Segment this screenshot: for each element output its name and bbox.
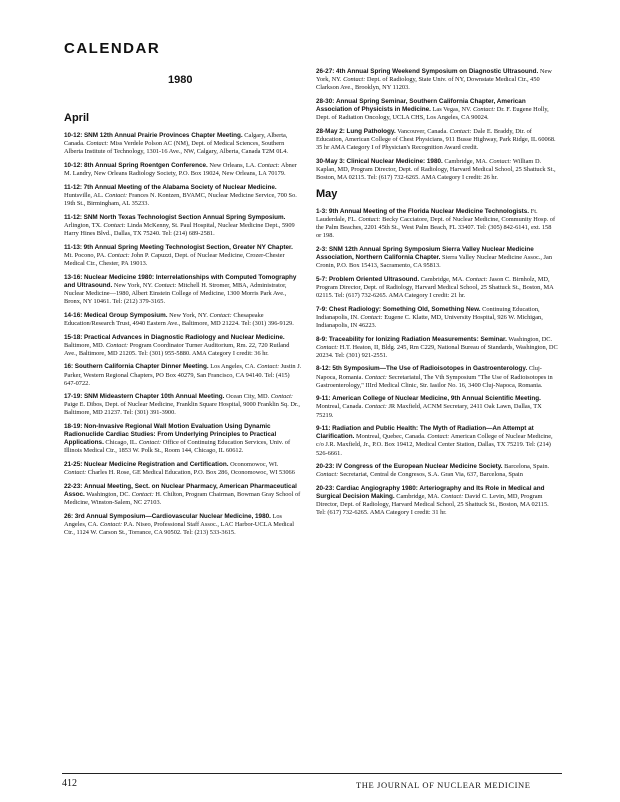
may-entries — [316, 208, 558, 518]
entry-title: Nuclear Medicine Registration and Certification. — [83, 461, 229, 469]
entry-contact: Program Coordinator Turner Auditorium, Rm. 22, 720 Rutland Ave., Baltimore, MD 21205. Tel: (301) 955-5880. AMA Category I credit: 36 hr. — [64, 341, 290, 357]
entry-date: 13-16: — [64, 273, 83, 281]
entry-contact: William D. Kaplan, MD, Program Director, Dept. of Radiology, Harvard Medical School, 25 Shattuck St., Boston, MA 02115. Tel: (617) 732-6265. AMA Category I credit: 26 hr. — [316, 157, 556, 181]
entry-title: 9th Annual Spring Meeting Technologist Section, Greater NY Chapter. — [83, 243, 293, 251]
calendar-entry — [64, 393, 302, 417]
entry-title: SNM 12th Annual Prairie Provinces Chapter Meeting. — [83, 132, 243, 139]
entry-contact: Office of Continuing Education Services, Univ. of Illinois Medical Ctr., 1853 W. Polk St., Room 144, Chicago, IL 60612. — [64, 439, 291, 455]
entry-location: Vancouver, Canada. — [397, 127, 448, 135]
entry-contact-label: Contact: — [427, 433, 450, 441]
entry-location: Baltimore, MD. — [64, 341, 105, 349]
entry-date: 10-12: — [64, 161, 83, 169]
entry-contact-label: Contact: — [99, 521, 123, 529]
entry-date: 10-12: — [64, 132, 83, 139]
entry-location: Arlington, TX. — [64, 221, 102, 229]
entry-date: 20-23: — [316, 485, 335, 493]
entry-location: Cambridge, MA. — [396, 493, 440, 501]
entry-contact-label: Contact: — [473, 105, 496, 113]
entry-contact: Dale E. Braddy, Dir. of Education, American College of Chest Physicians, 911 Busse Highway, Park Ridge, IL 60068. 35 hr AMA Category I of Physician's Recognition Award credit. — [316, 127, 556, 151]
calendar-entry — [316, 336, 558, 360]
entry-location: Continuing Education, Indianapolis, IN. — [316, 305, 540, 321]
entry-contact: David C. Levin, MD, Program Director, Dept. of Radiology, Harvard Medical School, 25 Shattuck St., Boston, MA 02115. Tel: (617) 732-6265. AMA Category I credit: 31 hr. — [316, 493, 549, 517]
entry-title: 3rd Annual Symposium—Cardiovascular Nuclear Medicine, 1980. — [74, 513, 271, 521]
entry-title: SNM Mideastern Chapter 10th Annual Meeting. — [83, 393, 225, 401]
calendar-entry — [316, 158, 558, 182]
entry-contact-label: Contact: — [105, 341, 129, 349]
entry-contact-label: Contact: — [316, 471, 339, 479]
entry-date: 28-May 2: — [316, 127, 345, 135]
entry-date: 30-May 3: — [316, 157, 345, 165]
entry-contact-label: Contact: — [154, 281, 177, 289]
calendar-entry — [316, 98, 558, 122]
page-title: CALENDAR — [64, 40, 161, 57]
journal-name: THE JOURNAL OF NUCLEAR MEDICINE — [356, 780, 531, 790]
entry-title: 8th Annual Spring Roentgen Conference. — [83, 161, 208, 169]
entry-contact: H. Chilton, Program Chairman, Bowman Gray School of Medicine, Winston-Salem, NC 27103. — [64, 491, 301, 507]
entry-contact: JR Maxfield, ACNM Secretary, 2411 Oak Lawn, Dallas, TX 75219. — [316, 403, 542, 419]
entry-location: Cambridge, MA. — [420, 275, 464, 283]
entry-contact-label: Contact: — [270, 393, 294, 401]
entry-location: Ocean City, MD. — [225, 393, 270, 401]
entry-contact: Dept. of Radiology, State Univ. of NY, Downstate Medical Ctr., 450 Clarkson Ave., Brooklyn, NY 11203. — [316, 76, 540, 92]
entry-location: Montreal, Quebec, Canada. — [356, 433, 426, 441]
april-continued-entries — [316, 68, 558, 182]
entry-contact: H.T. Heaton, II, Bldg. 245, Rm C229, National Bureau of Standards, Washington, DC 20234. Tel: (301) 921-2551. — [316, 343, 558, 359]
entry-location: Los Angeles, CA. — [210, 363, 256, 371]
entry-contact-label: Contact: — [86, 140, 109, 148]
entry-contact: Frances N. Kontzen, BVAMC, Nuclear Medicine Service, 700 So. 19th St., Birmingham, AL 35233. — [64, 191, 297, 207]
entry-title: Traceability for Ionizing Radiation Measurements: Seminar. — [328, 335, 507, 343]
entry-title: Practical Advances in Diagnostic Radiology and Nuclear Medicine. — [83, 333, 285, 341]
calendar-entry — [64, 513, 302, 537]
entry-contact-label: Contact: — [364, 373, 387, 381]
calendar-entry — [316, 246, 558, 270]
entry-title: Lung Pathology. — [346, 127, 396, 135]
calendar-entry — [316, 365, 558, 389]
calendar-entry — [64, 423, 302, 455]
entry-location: Huntsville, AL. — [64, 191, 104, 199]
entry-location: Calgary, Alberta, Canada. — [64, 132, 288, 148]
entry-contact-label: Contact: — [103, 221, 126, 229]
calendar-entry — [64, 214, 302, 238]
entry-date: 14-16: — [64, 311, 83, 319]
entry-date: 17-19: — [64, 393, 83, 401]
entry-date: 16: — [64, 363, 74, 371]
calendar-entry — [64, 132, 302, 156]
calendar-entry — [64, 184, 302, 208]
calendar-entry — [316, 208, 558, 240]
entry-title: Annual Spring Seminar, Southern California Chapter, American Association of Physicists in Medicine. — [316, 97, 526, 113]
calendar-entry — [316, 485, 558, 517]
entry-location: Las Vegas, NV. — [432, 105, 472, 113]
month-heading-april: April — [64, 112, 90, 124]
entry-contact-label: Contact: — [316, 343, 339, 351]
calendar-entry — [316, 395, 558, 419]
entry-title: Chest Radiology: Something Old, Something New. — [328, 305, 481, 313]
entry-title: Medical Group Symposium. — [83, 311, 168, 319]
calendar-entry — [316, 68, 558, 92]
entry-contact: Dr. F. Eugene Holly, Dept. of Radiation Oncology, UCLA CHS, Los Angeles, CA 90024. — [316, 105, 549, 122]
entry-contact-label: Contact: — [343, 76, 366, 84]
entry-contact: Mitchell H. Stromer, MBA, Administrator, Nuclear Medicine—1980, Albert Einstein College of Medicine, 1300 Morris Park Ave., Bronx, NY 10461. Tel: (212) 379-3165. — [64, 281, 287, 305]
entry-date: 7-9: — [316, 305, 328, 313]
calendar-entry — [64, 334, 302, 358]
entry-location: Mt. Pocono, PA. — [64, 251, 106, 259]
entry-date: 11-13: — [64, 243, 82, 251]
entry-date: 11-12: — [64, 213, 82, 221]
entry-location: Barcelona, Spain. — [504, 463, 550, 471]
calendar-entry — [64, 162, 302, 178]
entry-title: American College of Nuclear Medicine, 9th Annual Scientific Meeting. — [332, 395, 541, 403]
entry-date: 9-11: — [316, 425, 331, 433]
entry-contact-label: Contact: — [360, 313, 383, 321]
entry-contact-label: Contact: — [107, 251, 130, 259]
year-heading: 1980 — [168, 74, 193, 86]
entry-contact: Justin J. Parker, Western Regional Chapters, PO Box 40279, San Francisco, CA 94140. Tel: (415) 647-0722. — [64, 363, 302, 387]
entry-date: 28-30: — [316, 97, 335, 105]
entry-date: 22-23: — [64, 483, 83, 491]
calendar-entry — [316, 128, 558, 152]
entry-location: Washington, DC. — [86, 491, 131, 499]
entry-location: Montreal, Canada. — [316, 403, 364, 411]
entry-date: 9-11: — [316, 395, 331, 403]
entry-contact: Secretariat, Central de Congresos, S.A. Gran Via, 637, Barcelona, Spain — [339, 471, 523, 479]
entry-date: 15-18: — [64, 333, 83, 341]
entry-contact: Charles H. Rose, GE Medical Education, P.O. Box 286, Oconomowoc, WI 53066 — [87, 469, 295, 477]
calendar-entry — [316, 463, 558, 479]
right-column — [316, 68, 558, 523]
entry-date: 20-23: — [316, 463, 335, 471]
calendar-entry — [64, 461, 302, 477]
entry-title: IV Congress of the European Nuclear Medicine Society. — [335, 463, 503, 471]
entry-date: 5-7: — [316, 275, 328, 283]
entry-title: Non-Invasive Regional Wall Motion Evaluation Using Dynamic Radionuclide Cardiac Studies: From Underlying Principles to Practical Applications. — [64, 423, 277, 447]
calendar-entry — [64, 312, 302, 328]
entry-contact: Jason C. Birnholz, MD, Program Director, Dept. of Radiology, Harvard Medical School, 25 Shattuck St., Boston, MA 02115. Tel: (617) 732-6265. AMA Category I credit: 21 hr. — [316, 275, 554, 299]
entry-title: 9th Annual Meeting of the Florida Nuclear Medicine Technologists. — [328, 207, 530, 215]
entry-contact-label: Contact: — [364, 403, 387, 411]
calendar-entry — [64, 244, 302, 268]
left-column — [64, 112, 302, 543]
entry-date: 8-12: — [316, 365, 331, 373]
entry-date: 21-25: — [64, 461, 83, 469]
entry-date: 2-3: — [316, 245, 328, 253]
entry-location: Cluj-Napoca, Romania. — [316, 365, 542, 381]
entry-location: Sierra Valley Nuclear Medicine Assoc., Jan Cronin, P.O. Box 15413, Sacramento, CA 95813. — [316, 253, 553, 269]
entry-contact: Linda McKenny, St. Paul Hospital, Nuclear Medicine Dept., 5909 Harry Hines Blvd., Dallas, TX 75240. Tel: (214) 689-2581. — [64, 221, 295, 237]
entry-location: Ft. Lauderdale, FL. — [316, 207, 538, 223]
calendar-entry — [64, 483, 302, 507]
entry-contact: P.A. Niseo, Professional Staff Assoc., LAC Harbor-UCLA Medical Ctr., 1124 W. Carson St., Torrance, CA 90502. Tel: (213) 533-3615. — [64, 521, 295, 537]
entry-contact: Becky Cacciatore, Dept. of Nuclear Medicine, Community Hosp. of the Palm Beaches, 2201 45th St., West Palm Beach, FL 33407. Tel: (305) 842-6141, ext. 158 or 198. — [316, 215, 556, 239]
entry-contact-label: Contact: — [104, 191, 128, 199]
entry-date: 26-27: — [316, 68, 335, 75]
entry-title: 4th Annual Spring Weekend Symposium on Diagnostic Ultrasound. — [335, 68, 539, 75]
calendar-entry — [64, 363, 302, 387]
entry-title: Southern California Chapter Dinner Meeting. — [74, 363, 209, 371]
footer-divider — [62, 773, 562, 774]
entry-title: 5th Symposium—The Use of Radioisotopes in Gastroenterology. — [332, 365, 528, 373]
entry-contact-label: Contact: — [465, 275, 488, 283]
entry-contact: Miss Verdele Polson AC (NM), Dept. of Medical Sciences, Southern Alberta Institute of Technology, 1301-16 Ave., NW, Calgary, Alberta, Canada T2M 0L4. — [64, 140, 289, 156]
entry-contact: Abner M. Landry, New Orleans Radiology Society, P.O. Box 19024, New Orleans, LA 70179. — [64, 161, 297, 177]
entry-contact-label: Contact: — [257, 161, 280, 169]
entry-location: Oconomowoc, WI. — [230, 461, 279, 469]
entry-contact: Paige E. Dibos, Dept. of Nuclear Medicine, Franklin Square Hospital, 9000 Franklin Sq. Dr., Baltimore, MD 21237. Tel: (301) 391-3900. — [64, 401, 300, 417]
entry-contact: Eugene C. Klatte, MD, University Hospital, 926 W. Michigan, Indianapolis, IN 46223. — [316, 313, 543, 329]
entry-title: SNM 12th Annual Spring Symposium Sierra Valley Nuclear Medicine Association, Northern California Chapter. — [316, 245, 534, 261]
entry-contact: Secretariatul, The Vth Symposium "The Use of Radioisotopes in Gastroenterology," IIIrd Medical Clinic, Str. Iasilor No. 16, 3400 Cluj-Napoca, Romania. — [316, 373, 553, 389]
entry-contact-label: Contact: — [209, 311, 232, 319]
entry-title: Nuclear Medicine 1980: Interrelationships with Computed Tomography and Ultrasound. — [64, 273, 297, 289]
entry-contact-label: Contact: — [64, 469, 87, 477]
entry-contact: American College of Nuclear Medicine, c/o J.R. Maxfield, Jr., P.O. Box 19412, Medical Center Station, Dallas, TX 75219. Tel: (214) 526-6661. — [316, 433, 553, 457]
entry-contact: John P. Capuzzi, Dept. of Nuclear Medicine, Crozer-Chester Medical Ctr., Chester, PA 19013. — [64, 251, 285, 267]
entry-date: 11-12: — [64, 183, 82, 191]
entry-date: 26: — [64, 513, 74, 521]
entry-title: Problem Oriented Ultrasound. — [328, 275, 420, 283]
entry-contact-label: Contact: — [138, 439, 162, 447]
entry-location: New York, NY. — [316, 68, 552, 84]
entry-contact: Chesapeake Education/Research Trust, 4940 Eastern Ave., Baltimore, MD 21224. Tel: (301) 396-9129. — [64, 311, 294, 327]
entry-title: Annual Meeting, Sect. on Nuclear Pharmacy, American Pharmaceutical Assoc. — [64, 483, 297, 499]
entry-title: Clinical Nuclear Medicine: 1980. — [346, 157, 443, 165]
entry-contact-label: Contact: — [449, 127, 472, 135]
calendar-entry — [316, 425, 558, 457]
entry-location: New York, NY. — [169, 311, 208, 319]
april-entries — [64, 132, 302, 537]
entry-date: 1-3: — [316, 207, 328, 215]
entry-title: 7th Annual Meeting of the Alabama Society of Nuclear Medicine. — [83, 183, 277, 191]
entry-title: SNM North Texas Technologist Section Annual Spring Symposium. — [83, 213, 286, 221]
entry-title: Radiation and Public Health: The Myth of Radiation—An Attempt at Clarification. — [316, 425, 534, 441]
calendar-entry — [64, 274, 302, 306]
entry-title: Cardiac Angiography 1980: Arteriography and Its Role in Medical and Surgical Decision Making. — [316, 485, 545, 501]
entry-location: Cambridge, MA. — [444, 157, 488, 165]
entry-location: New Orleans, LA. — [209, 161, 256, 169]
entry-contact-label: Contact: — [358, 215, 381, 223]
entry-contact-label: Contact: — [489, 157, 512, 165]
page-number: 412 — [62, 778, 77, 789]
entry-location: Los Angeles, CA. — [64, 513, 283, 529]
month-heading-may: May — [316, 187, 338, 200]
entry-contact-label: Contact: — [131, 491, 154, 499]
entry-date: 18-19: — [64, 423, 83, 431]
calendar-entry — [316, 276, 558, 300]
entry-date: 8-9: — [316, 335, 328, 343]
entry-contact-label: Contact: — [440, 493, 464, 501]
entry-location: New York, NY. — [113, 281, 153, 289]
entry-location: Washington, DC. — [508, 335, 553, 343]
calendar-entry — [316, 306, 558, 330]
entry-contact-label: Contact: — [257, 363, 280, 371]
entry-location: Chicago, IL. — [105, 439, 138, 447]
